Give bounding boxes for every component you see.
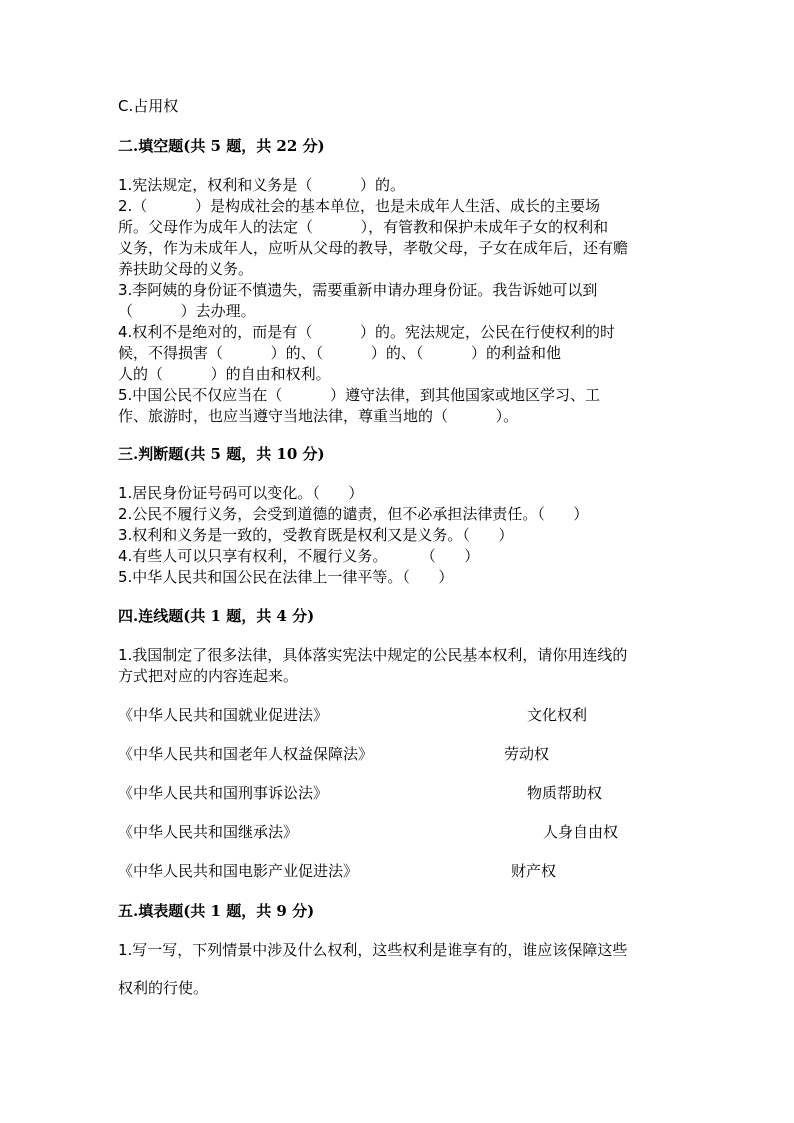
- question-line: （ ）去办理。: [118, 302, 256, 320]
- section-heading-fill-table: 五.填表题(共 1 题，共 9 分): [118, 902, 315, 920]
- matching-law-item: 《中华人民共和国刑事诉讼法》: [118, 784, 329, 802]
- question-line: 2.公民不履行义务，会受到道德的谴责，但不必承担法律责任。（ ）: [118, 505, 589, 523]
- question-line: 5.中国公民不仅应当在（ ）遵守法律，到其他国家或地区学习、工: [118, 386, 600, 404]
- matching-right-item: 物质帮助权: [527, 784, 603, 802]
- question-line: 方式把对应的内容连起来。: [118, 667, 299, 685]
- question-line: 人的（ ）的自由和权利。: [118, 365, 331, 383]
- question-line: 1.写一写，下列情景中涉及什么权利，这些权利是谁享有的，谁应该保障这些: [118, 941, 628, 959]
- question-line: 候，不得损害（ ）的、（ ）的、（ ）的利益和他: [118, 344, 562, 362]
- question-line: 1.居民身份证号码可以变化。（ ）: [118, 484, 364, 502]
- question-line: 3.权利和义务是一致的，受教育既是权利又是义务。（ ）: [118, 526, 514, 544]
- question-line: 4.权利不是绝对的，而是有（ ）的。宪法规定，公民在行使权利的时: [118, 323, 615, 341]
- question-line: 5.中华人民共和国公民在法律上一律平等。（ ）: [118, 568, 454, 586]
- question-line: 养扶助父母的义务。: [118, 260, 254, 278]
- question-line: 1.我国制定了很多法律，具体落实宪法中规定的公民基本权利，请你用连线的: [118, 646, 628, 664]
- question-line: 作、旅游时，也应当遵守当地法律，尊重当地的（ ）。: [118, 407, 519, 425]
- question-line: 权利的行使。: [118, 979, 209, 997]
- matching-law-item: 《中华人民共和国继承法》: [118, 823, 299, 841]
- section-heading-matching: 四.连线题(共 1 题，共 4 分): [118, 607, 315, 625]
- question-line: 义务，作为未成年人，应听从父母的教导，孝敬父母，子女在成年后，还有赡: [118, 239, 629, 257]
- section-heading-fill-blank: 二.填空题(共 5 题，共 22 分): [118, 137, 325, 155]
- question-line: 2.（ ）是构成社会的基本单位，也是未成年人生活、成长的主要场: [118, 197, 600, 215]
- matching-law-item: 《中华人民共和国电影产业促进法》: [118, 862, 359, 880]
- top-option: C.占用权: [118, 97, 179, 115]
- question-line: 所。父母作为成年人的法定（ ），有管教和保护未成年子女的权利和: [118, 218, 609, 236]
- matching-right-item: 劳动权: [504, 745, 550, 763]
- matching-right-item: 文化权利: [527, 706, 588, 724]
- question-line: 4.有些人可以只享有权利，不履行义务。 （ ）: [118, 547, 480, 565]
- matching-law-item: 《中华人民共和国就业促进法》: [118, 706, 329, 724]
- matching-right-item: 人身自由权: [543, 823, 619, 841]
- question-line: 3.李阿姨的身份证不慎遗失，需要重新申请办理身份证。我告诉她可以到: [118, 281, 598, 299]
- matching-right-item: 财产权: [511, 862, 557, 880]
- section-heading-true-false: 三.判断题(共 5 题，共 10 分): [118, 445, 325, 463]
- question-line: 1.宪法规定，权利和义务是（ ）的。: [118, 176, 405, 194]
- matching-law-item: 《中华人民共和国老年人权益保障法》: [118, 745, 374, 763]
